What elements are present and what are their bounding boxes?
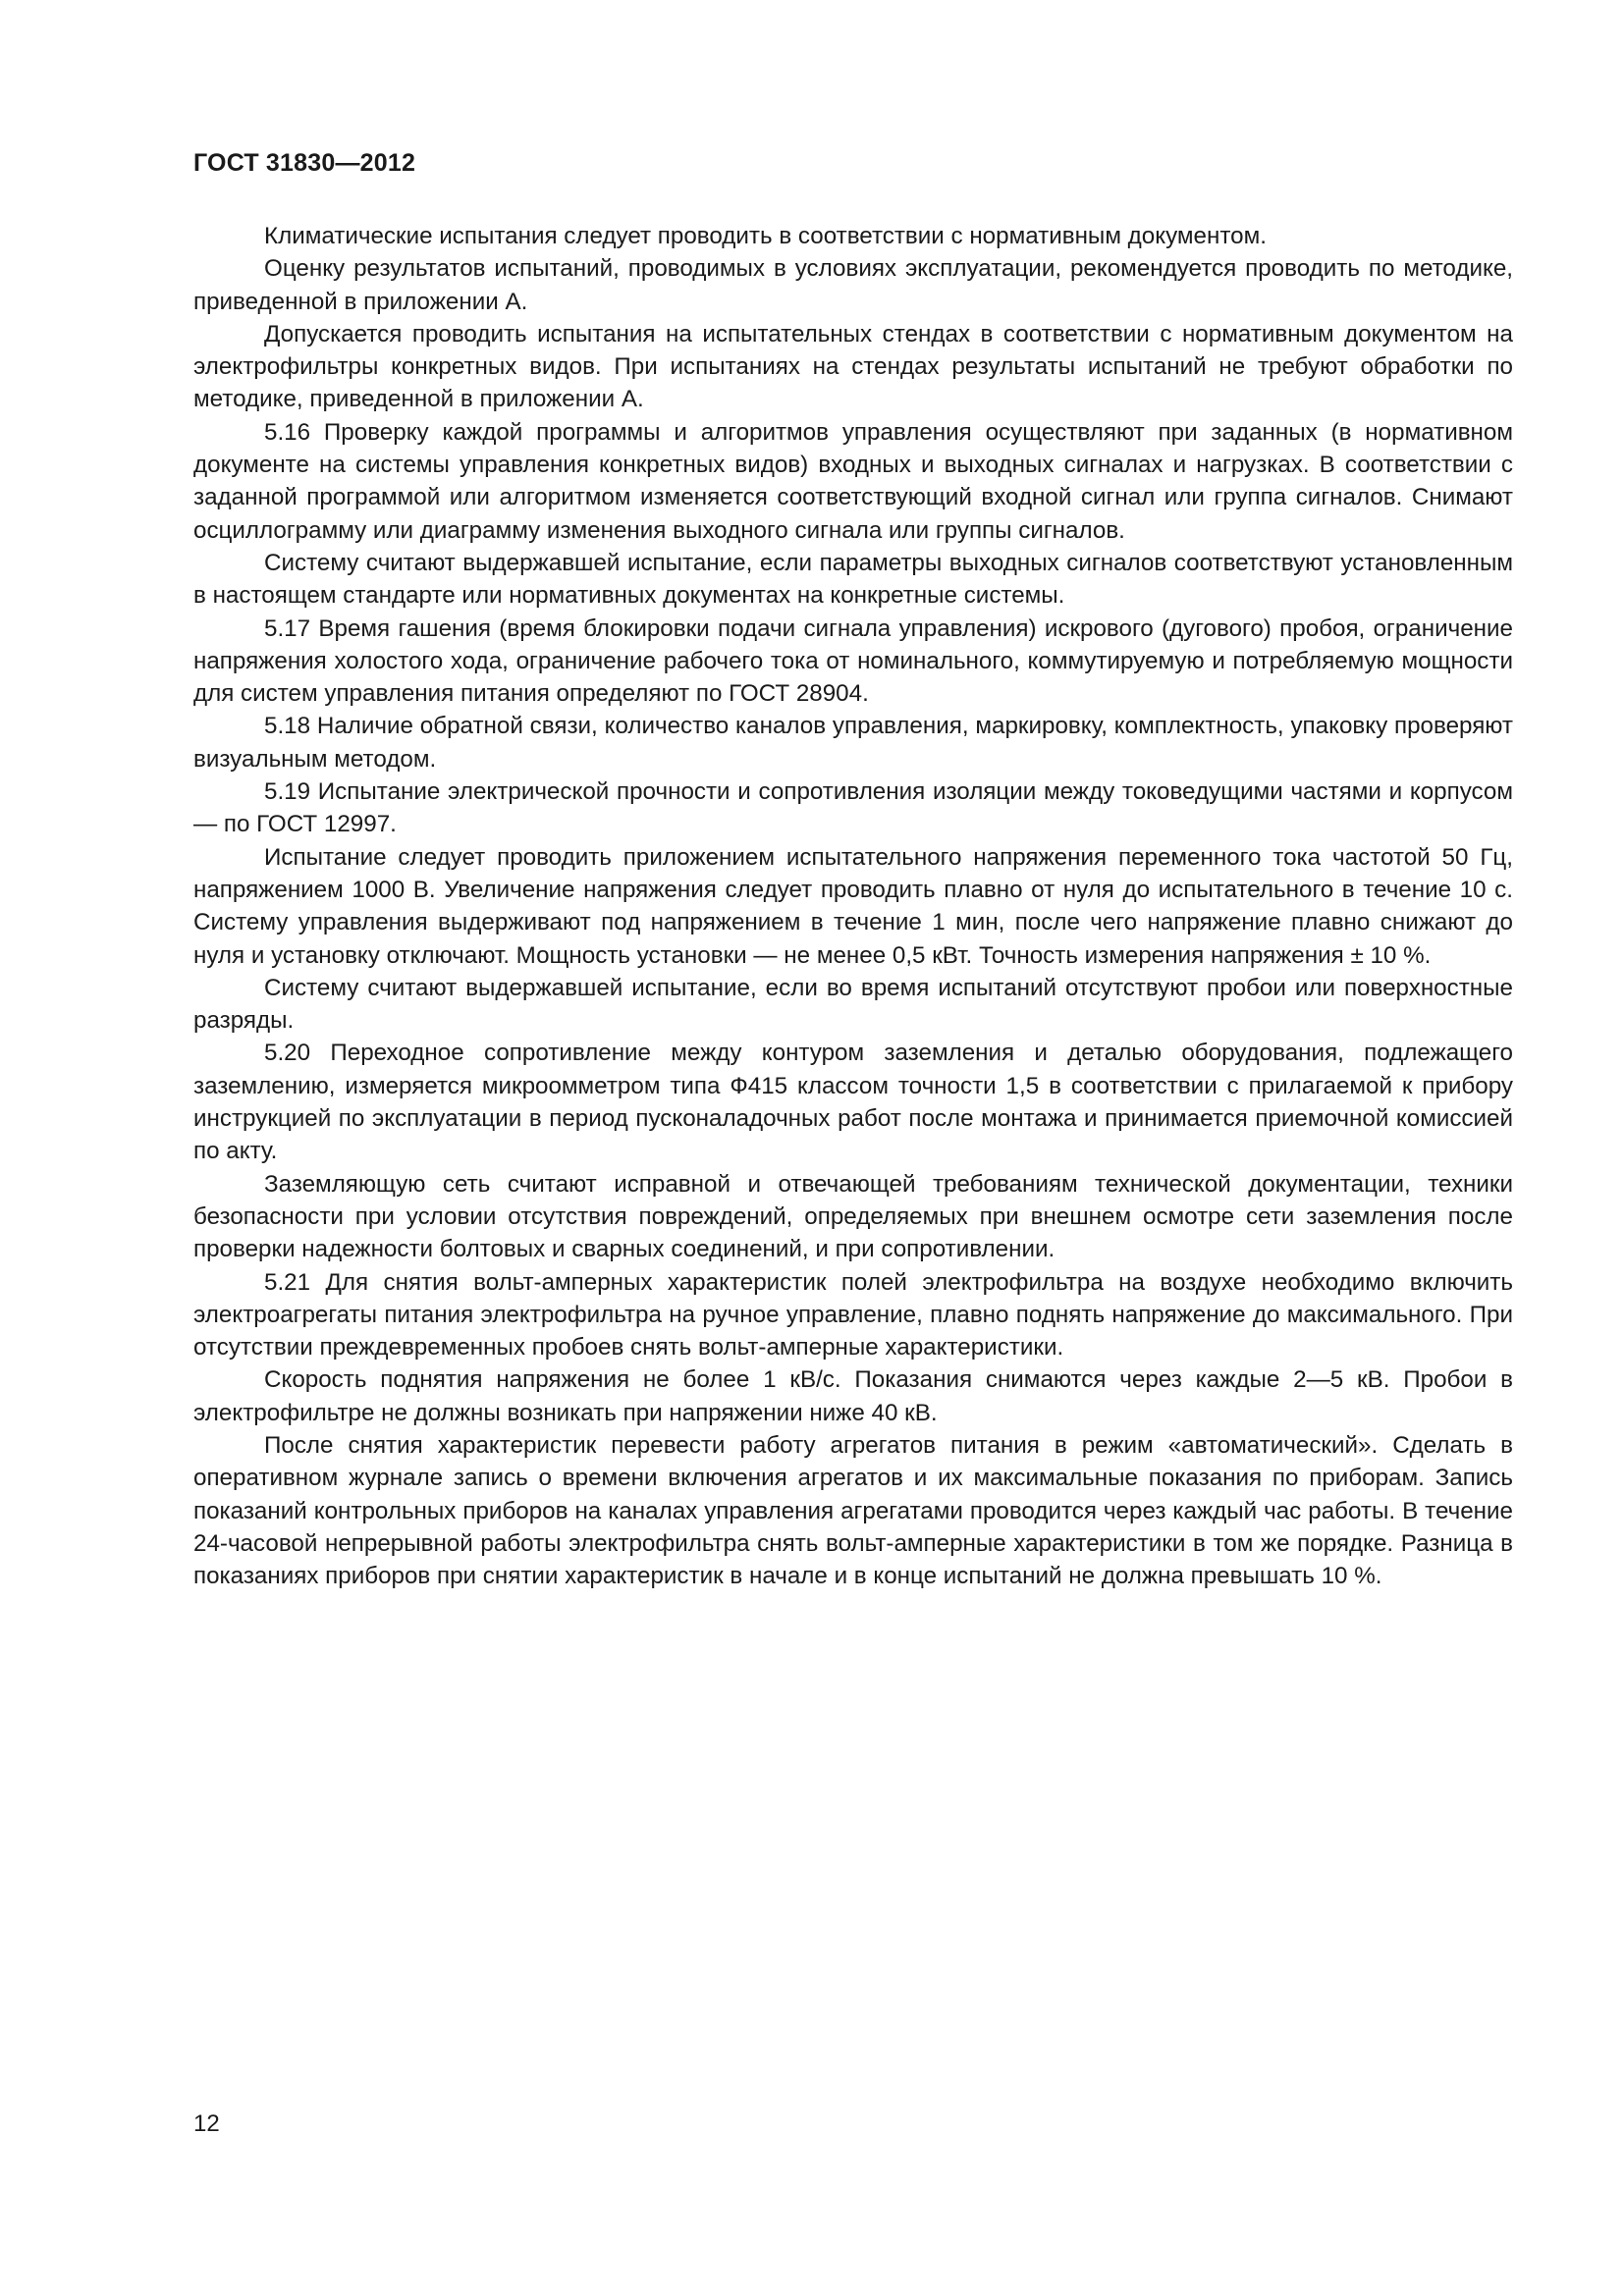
paragraph-5-21-automatic-mode: После снятия характеристик перевести работу агрегатов питания в режим «автоматический». Сделать в оперативном журнале запись о времени включения агрегатов и их максимальные показания по приборам. Запись показаний контрольных приборов на каналах управления агрегатами проводится через каждый час работы. В течение 24-часовой непрерывной работы электрофильтра снять вольт-амперные характеристики в том же порядке. Разница в показаниях приборов при снятии характеристик в начале и в конце испытаний не должна превышать 10 %. bbox=[193, 1431, 1513, 1590]
paragraph-5-16-pass-criteria: Систему считают выдержавшей испытание, если параметры выходных сигналов соответствуют установленным в настоящем стандарте или нормативных документах на конкретные системы. bbox=[193, 549, 1513, 610]
document-body bbox=[193, 220, 1513, 1592]
paragraph-5-18: 5.18 Наличие обратной связи, количество каналов управления, маркировку, комплектность, упаковку проверяют визуальным методом. bbox=[193, 713, 1513, 773]
paragraph-5-19-pass-criteria: Систему считают выдержавшей испытание, если во время испытаний отсутствуют пробои или поверхностные разряды. bbox=[193, 974, 1513, 1035]
paragraph-5-17: 5.17 Время гашения (время блокировки подачи сигнала управления) искрового (дугового) пробоя, ограничение напряжения холостого хода, ограничение рабочего тока от номинального, коммутируемую и потребляемую мощности для систем управления питания определяют по ГОСТ 28904. bbox=[193, 614, 1513, 708]
paragraph-5-20: 5.20 Переходное сопротивление между контуром заземления и деталью оборудования, подлежащего заземлению, измеряется микроомметром типа Ф415 классом точности 1,5 в соответствии с прилагаемой к прибору инструкцией по эксплуатации в период пусконаладочных работ после монтажа и принимается приемочной комиссией по акту. bbox=[193, 1040, 1513, 1165]
paragraph-5-21-voltage-rate: Скорость поднятия напряжения не более 1 кВ/с. Показания снимаются через каждые 2—5 кВ. Пробои в электрофильтре не должны возникать при напряжении ниже 40 кВ. bbox=[193, 1366, 1513, 1426]
paragraph-5-16: 5.16 Проверку каждой программы и алгоритмов управления осуществляют при заданных (в нормативном документе на системы управления конкретных видов) входных и выходных сигналах и нагрузках. В соответствии с заданной программой или алгоритмом изменяется соответствующий входной сигнал или группа сигналов. Снимают осциллограмму или диаграмму изменения выходного сигнала или группы сигналов. bbox=[193, 418, 1513, 544]
document-code-header: ГОСТ 31830—2012 bbox=[193, 149, 416, 177]
paragraph-evaluation-method: Оценку результатов испытаний, проводимых в условиях эксплуатации, рекомендуется проводить по методике, приведенной в приложении А. bbox=[193, 255, 1513, 315]
paragraph-5-21: 5.21 Для снятия вольт-амперных характеристик полей электрофильтра на воздухе необходимо включить электроагрегаты питания электрофильтра на ручное управление, плавно поднять напряжение до максимального. При отсутствии преждевременных пробоев снять вольт-амперные характеристики. bbox=[193, 1268, 1513, 1362]
paragraph-5-19: 5.19 Испытание электрической прочности и сопротивления изоляции между токоведущими частями и корпусом — по ГОСТ 12997. bbox=[193, 778, 1513, 838]
paragraph-climatic-tests: Климатические испытания следует проводить в соответствии с нормативным документом. bbox=[264, 223, 1267, 249]
page-number: 12 bbox=[193, 2110, 220, 2137]
paragraph-bench-tests: Допускается проводить испытания на испытательных стендах в соответствии с нормативным документом на электрофильтры конкретных видов. При испытаниях на стендах результаты испытаний не требуют обработки по методике, приведенной в приложении А. bbox=[193, 320, 1513, 413]
paragraph-5-20-grounding: Заземляющую сеть считают исправной и отвечающей требованиям технической документации, техники безопасности при условии отсутствия повреждений, определяемых при внешнем осмотре сети заземления после проверки надежности болтовых и сварных соединений, и при сопротивлении. bbox=[193, 1170, 1513, 1263]
paragraph-5-19-procedure: Испытание следует проводить приложением испытательного напряжения переменного тока частотой 50 Гц, напряжением 1000 В. Увеличение напряжения следует проводить плавно от нуля до испытательного в течение 10 с. Систему управления выдерживают под напряжением в течение 1 мин, после чего напряжение плавно снижают до нуля и установку отключают. Мощность установки — не менее 0,5 кВт. Точность измерения напряжения ± 10 %. bbox=[193, 843, 1513, 969]
